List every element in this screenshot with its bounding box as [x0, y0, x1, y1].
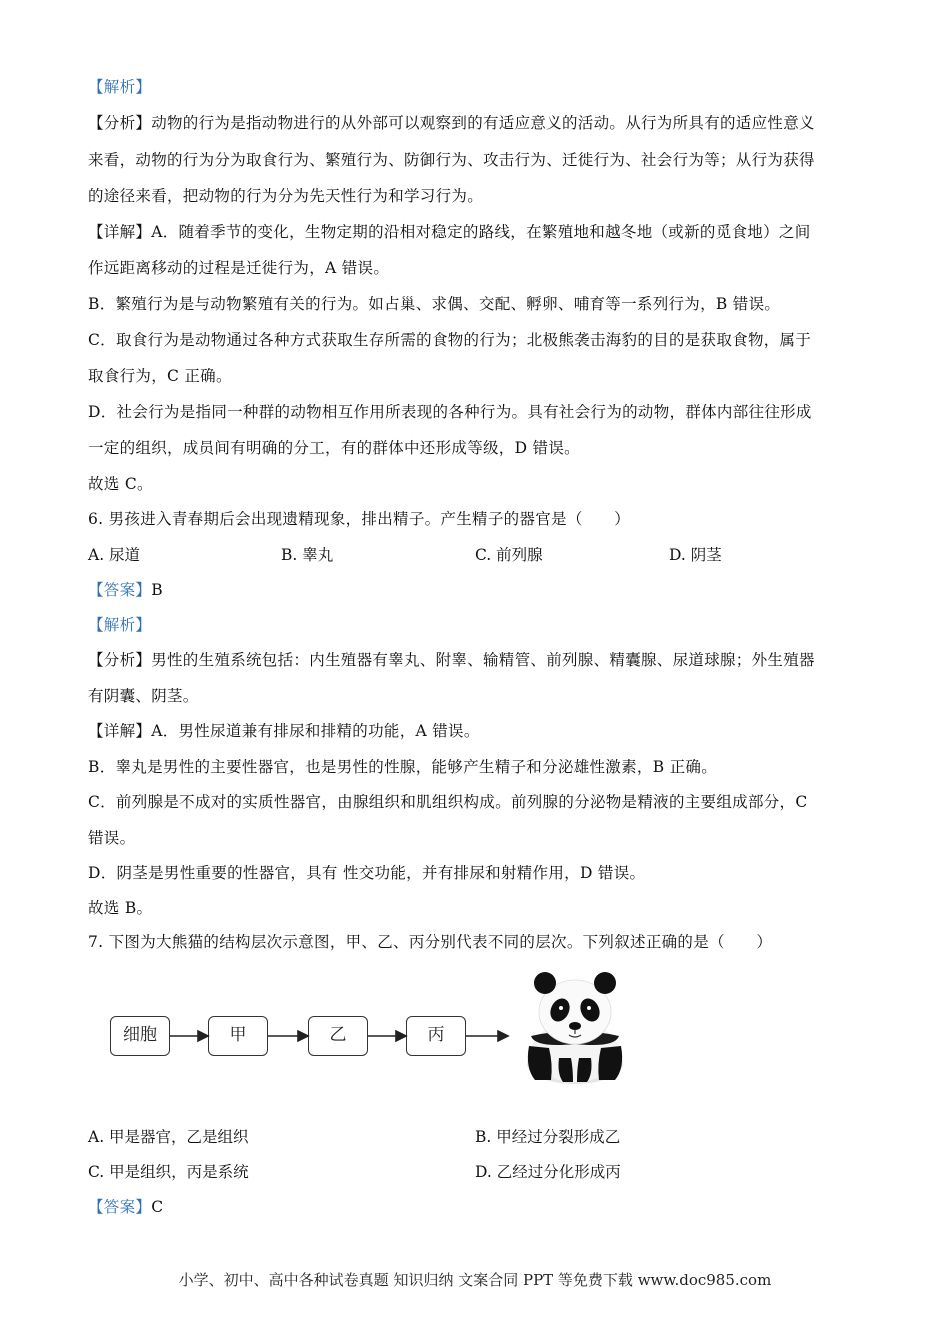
- paragraph-line: 作远距离移动的过程是迁徙行为，A 错误。: [88, 259, 390, 277]
- q7-option-c: C. 甲是组织，丙是系统: [88, 1163, 249, 1181]
- answer-line: 【答案】C: [88, 1198, 164, 1216]
- answer-line: 【答案】B: [88, 581, 163, 599]
- paragraph-line: D．阴茎是男性重要的性器官，具有 性交功能，并有排尿和射精作用，D 错误。: [88, 864, 646, 882]
- analysis-tag: 【解析】: [88, 78, 152, 96]
- question-6: 6. 男孩进入青春期后会出现遗精现象，排出精子。产生精子的器官是（ ）: [88, 510, 631, 528]
- arrow-1-head: [198, 1031, 208, 1041]
- q7-option-d: D. 乙经过分化形成丙: [475, 1163, 621, 1181]
- paragraph-line: 来看，动物的行为分为取食行为、繁殖行为、防御行为、攻击行为、迁徙行为、社会行为等；从行为获得: [88, 151, 815, 169]
- paragraph-line: 一定的组织，成员间有明确的分工，有的群体中还形成等级，D 错误。: [88, 439, 580, 457]
- paragraph-line: B．繁殖行为是与动物繁殖有关的行为。如占巢、求偶、交配、孵卵、哺育等一系列行为，B 错误。: [88, 295, 781, 313]
- paragraph-line: 【分析】动物的行为是指动物进行的从外部可以观察到的有适应意义的活动。从行为所具有的适应性意义: [88, 114, 815, 132]
- paragraph-line: 的途径来看，把动物的行为分为先天性行为和学习行为。: [88, 187, 484, 205]
- q7-option-b: B. 甲经过分裂形成乙: [475, 1128, 621, 1146]
- analysis-tag: 【解析】: [88, 616, 152, 634]
- arrow-2-head: [298, 1031, 308, 1041]
- panda-image: [515, 968, 635, 1088]
- arrow-4-head: [498, 1031, 508, 1041]
- q6-option-a: A. 尿道: [88, 546, 141, 564]
- paragraph-line: C．取食行为是动物通过各种方式获取生存所需的食物的行为；北极熊袭击海豹的目的是获取食物，属于: [88, 331, 812, 349]
- paragraph-line: 【分析】男性的生殖系统包括：内生殖器有睾丸、附睾、输精管、前列腺、精囊腺、尿道球腺；外生殖器: [88, 651, 815, 669]
- arrow-3-head: [396, 1031, 406, 1041]
- q7-option-a: A. 甲是器官，乙是组织: [88, 1128, 249, 1146]
- q6-option-c: C. 前列腺: [475, 546, 543, 564]
- diagram-box-yi: 乙: [308, 1016, 368, 1056]
- paragraph-line: 错误。: [88, 829, 136, 847]
- diagram-box-bing: 丙: [406, 1016, 466, 1056]
- paragraph-line: 故选 B。: [88, 899, 153, 917]
- page-footer: 小学、初中、高中各种试卷真题 知识归纳 文案合同 PPT 等免费下载 www.doc985.com: [178, 1271, 772, 1289]
- diagram-box-cell: 细胞: [110, 1016, 170, 1056]
- paragraph-line: 故选 C。: [88, 475, 153, 493]
- paragraph-line: 有阴囊、阴茎。: [88, 687, 199, 705]
- paragraph-line: B．睾丸是男性的主要性器官，也是男性的性腺，能够产生精子和分泌雄性激素，B 正确。: [88, 758, 718, 776]
- paragraph-line: D．社会行为是指同一种群的动物相互作用所表现的各种行为。具有社会行为的动物，群体内部往往形成: [88, 403, 812, 421]
- diagram-box-jia: 甲: [208, 1016, 268, 1056]
- paragraph-line: C．前列腺是不成对的实质性器官，由腺组织和肌组织构成。前列腺的分泌物是精液的主要组成部分，C: [88, 793, 808, 811]
- paragraph-line: 取食行为，C 正确。: [88, 367, 232, 385]
- q6-option-d: D. 阴茎: [669, 546, 722, 564]
- paragraph-line: 【详解】A．男性尿道兼有排尿和排精的功能，A 错误。: [88, 722, 480, 740]
- paragraph-line: 【详解】A．随着季节的变化，生物定期的沿相对稳定的路线，在繁殖地和越冬地（或新的觅食地）之间: [88, 223, 811, 241]
- q6-option-b: B. 睾丸: [281, 546, 334, 564]
- question-7: 7. 下图为大熊猫的结构层次示意图，甲、乙、丙分别代表不同的层次。下列叙述正确的是（ ）: [88, 933, 773, 951]
